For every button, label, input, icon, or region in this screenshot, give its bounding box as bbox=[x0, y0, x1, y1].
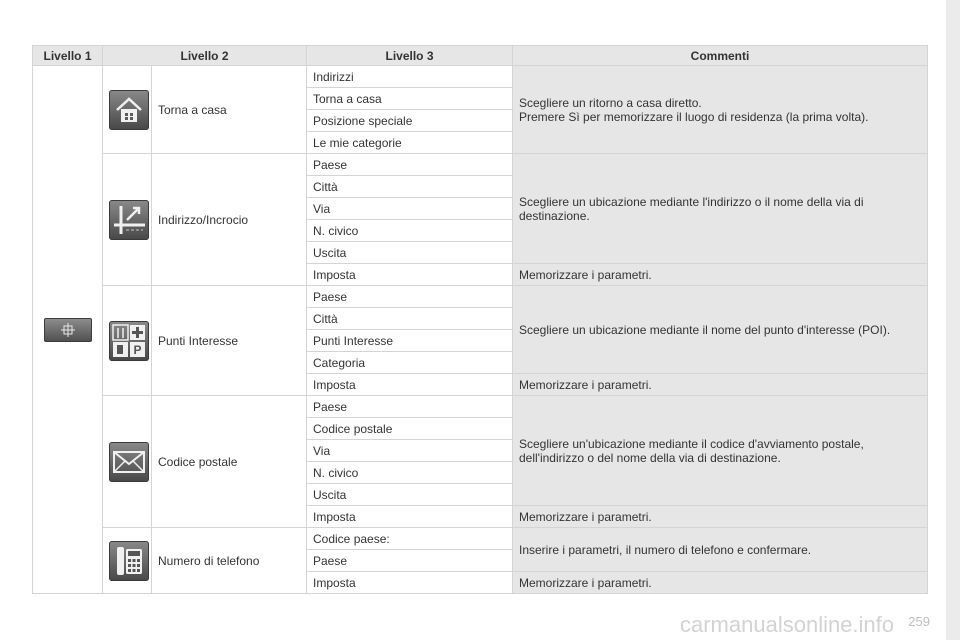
level3-item: Paese bbox=[307, 286, 513, 308]
level3-item: Paese bbox=[307, 154, 513, 176]
poi-icon-cell bbox=[103, 286, 152, 396]
header-level3: Livello 3 bbox=[307, 46, 513, 66]
comment-line: Premere Sì per memorizzare il luogo di residenza (la prima volta). bbox=[519, 109, 869, 124]
comment-imposta: Memorizzare i parametri. bbox=[513, 506, 928, 528]
comment-imposta: Memorizzare i parametri. bbox=[513, 264, 928, 286]
level3-item: Uscita bbox=[307, 484, 513, 506]
level3-item: Punti Interesse bbox=[307, 330, 513, 352]
level3-item: Indirizzi bbox=[307, 66, 513, 88]
table-row bbox=[33, 286, 928, 308]
level3-item: Codice postale bbox=[307, 418, 513, 440]
level3-item: Imposta bbox=[307, 374, 513, 396]
comment-indirizzo: Scegliere un ubicazione mediante l'indirizzo o il nome della via di destinazione. bbox=[513, 154, 928, 264]
level3-item: N. civico bbox=[307, 462, 513, 484]
crossroad-icon-cell bbox=[103, 154, 152, 286]
comment-imposta: Memorizzare i parametri. bbox=[513, 374, 928, 396]
header-level2: Livello 2 bbox=[103, 46, 307, 66]
page-number: 259 bbox=[908, 614, 930, 629]
level3-item: Via bbox=[307, 198, 513, 220]
crossroad-icon bbox=[109, 200, 149, 240]
level3-item: Categoria bbox=[307, 352, 513, 374]
level3-item: Imposta bbox=[307, 264, 513, 286]
envelope-icon-cell bbox=[103, 396, 152, 528]
level2-torna-a-casa: Torna a casa bbox=[152, 66, 307, 154]
level3-item: N. civico bbox=[307, 220, 513, 242]
level3-item: Codice paese: bbox=[307, 528, 513, 550]
level3-item: Posizione speciale bbox=[307, 110, 513, 132]
navigation-menu-icon bbox=[44, 318, 92, 342]
page-edge-strip bbox=[946, 0, 960, 640]
home-icon-cell bbox=[103, 66, 152, 154]
level3-item: Città bbox=[307, 176, 513, 198]
comment-line: Scegliere un ritorno a casa diretto. bbox=[519, 95, 702, 110]
phone-icon bbox=[109, 541, 149, 581]
comment-numero-di-telefono: Inserire i parametri, il numero di telefono e confermare. bbox=[513, 528, 928, 572]
level3-item: Imposta bbox=[307, 506, 513, 528]
comment-codice-postale: Scegliere un'ubicazione mediante il codice d'avviamento postale, dell'indirizzo o del nome della via di destinazione. bbox=[513, 396, 928, 506]
svg-text:P: P bbox=[133, 342, 142, 357]
level3-item: Via bbox=[307, 440, 513, 462]
header-comments: Commenti bbox=[513, 46, 928, 66]
watermark: carmanualsonline.info bbox=[680, 612, 895, 637]
level3-item: Paese bbox=[307, 396, 513, 418]
table-row bbox=[33, 396, 928, 418]
comment-punti-interesse: Scegliere un ubicazione mediante il nome del punto d'interesse (POI). bbox=[513, 286, 928, 374]
phone-icon-cell bbox=[103, 528, 152, 594]
level3-item: Torna a casa bbox=[307, 88, 513, 110]
level3-item: Città bbox=[307, 308, 513, 330]
comment-torna-a-casa bbox=[513, 66, 928, 154]
table-row bbox=[33, 528, 928, 550]
table-header-row bbox=[33, 46, 928, 66]
level3-item: Paese bbox=[307, 550, 513, 572]
level2-codice-postale: Codice postale bbox=[152, 396, 307, 528]
navigation-menu-table bbox=[32, 45, 928, 594]
table-row bbox=[33, 66, 928, 88]
envelope-icon bbox=[109, 442, 149, 482]
level2-punti-interesse: Punti Interesse bbox=[152, 286, 307, 396]
poi-icon bbox=[109, 321, 149, 361]
table-row bbox=[33, 154, 928, 176]
level2-numero-di-telefono: Numero di telefono bbox=[152, 528, 307, 594]
level3-item: Le mie categorie bbox=[307, 132, 513, 154]
header-level1: Livello 1 bbox=[33, 46, 103, 66]
level2-indirizzo-incrocio: Indirizzo/Incrocio bbox=[152, 154, 307, 286]
level3-item: Imposta bbox=[307, 572, 513, 594]
home-icon bbox=[109, 90, 149, 130]
level1-cell bbox=[33, 66, 103, 594]
level3-item: Uscita bbox=[307, 242, 513, 264]
comment-imposta: Memorizzare i parametri. bbox=[513, 572, 928, 594]
